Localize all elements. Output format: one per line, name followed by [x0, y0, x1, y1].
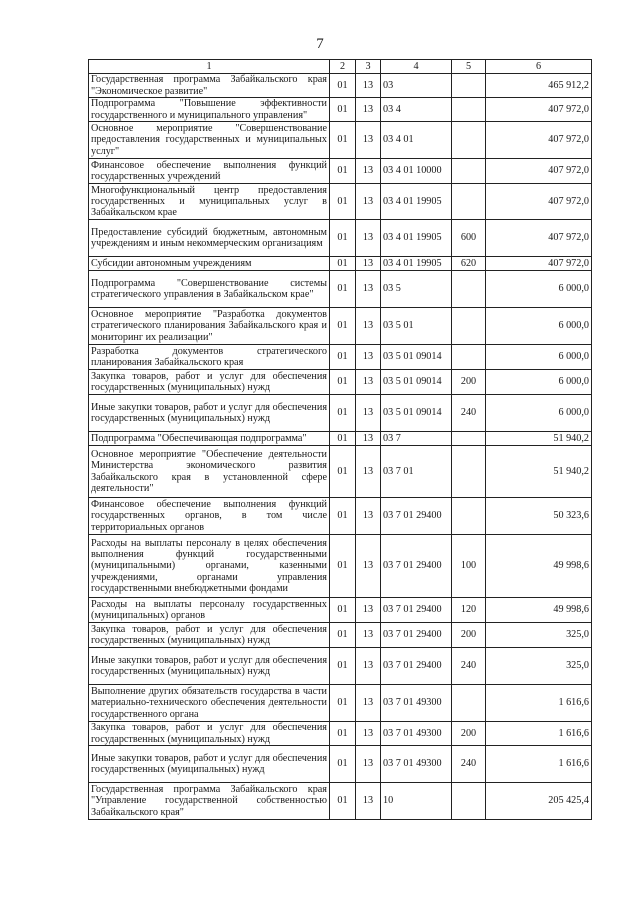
table-row	[89, 685, 592, 722]
row-subsection: 13	[356, 159, 381, 184]
row-section: 01	[330, 122, 356, 159]
row-section: 01	[330, 685, 356, 722]
row-subsection: 13	[356, 184, 381, 220]
row-name: Закупка товаров, работ и услуг для обеспечения государственных (муниципальных) нужд	[89, 370, 330, 395]
table-row	[89, 122, 592, 159]
row-target-item: 03 4	[381, 98, 452, 122]
row-name: Подпрограмма "Обеспечивающая подпрограмма"	[89, 432, 330, 446]
row-name: Основное мероприятие "Совершенствование предоставления государственных и муниципальных услуг"	[89, 122, 330, 159]
row-subsection: 13	[356, 623, 381, 648]
page-number: 7	[316, 36, 324, 52]
row-target-item: 03 7 01 29400	[381, 535, 452, 598]
row-amount: 51 940,2	[486, 432, 592, 446]
row-name: Подпрограмма "Совершенствование системы стратегического управления в Забайкальском крае"	[89, 271, 330, 308]
row-amount: 407 972,0	[486, 220, 592, 257]
row-section: 01	[330, 184, 356, 220]
row-name: Иные закупки товаров, работ и услуг для обеспечения государственных (муиципальных) нужд	[89, 746, 330, 783]
row-name: Основное мероприятие "Разработка документов стратегического планирования Забайкальского края и мониторинг их реализации"	[89, 308, 330, 345]
table-row	[89, 220, 592, 257]
row-name: Разработка документов стратегического планирования Забайкальского края	[89, 345, 330, 370]
row-amount: 465 912,2	[486, 74, 592, 98]
row-name: Закупка товаров, работ и услуг для обеспечения государственных (муниципальных) нужд	[89, 623, 330, 648]
row-amount: 6 000,0	[486, 395, 592, 432]
table-row	[89, 498, 592, 535]
row-expense-type: 200	[452, 722, 486, 746]
row-target-item: 03 7 01	[381, 446, 452, 498]
row-subsection: 13	[356, 122, 381, 159]
row-amount: 205 425,4	[486, 783, 592, 820]
row-expense-type	[452, 432, 486, 446]
row-section: 01	[330, 446, 356, 498]
row-amount: 325,0	[486, 623, 592, 648]
table-row	[89, 271, 592, 308]
row-expense-type	[452, 184, 486, 220]
table-row	[89, 446, 592, 498]
row-expense-type	[452, 159, 486, 184]
table-row	[89, 159, 592, 184]
row-target-item: 03 5 01	[381, 308, 452, 345]
row-expense-type: 200	[452, 623, 486, 648]
table-row	[89, 783, 592, 820]
row-amount: 407 972,0	[486, 184, 592, 220]
row-expense-type	[452, 122, 486, 159]
row-target-item: 03 7 01 29400	[381, 498, 452, 535]
row-target-item: 03 7 01 49300	[381, 722, 452, 746]
row-amount: 6 000,0	[486, 308, 592, 345]
table-row	[89, 74, 592, 98]
table-row	[89, 395, 592, 432]
row-amount: 407 972,0	[486, 159, 592, 184]
row-amount: 50 323,6	[486, 498, 592, 535]
row-section: 01	[330, 648, 356, 685]
row-expense-type: 240	[452, 648, 486, 685]
row-amount: 49 998,6	[486, 598, 592, 623]
row-expense-type: 240	[452, 746, 486, 783]
row-section: 01	[330, 345, 356, 370]
row-target-item: 03 7 01 29400	[381, 623, 452, 648]
table-row	[89, 257, 592, 271]
row-name: Государственная программа Забайкальского края "Управление государственной собственностью Забайкальского края"	[89, 783, 330, 820]
row-name: Предоставление субсидий бюджетным, автономным учреждениям и иным некоммерческим организациям	[89, 220, 330, 257]
row-subsection: 13	[356, 345, 381, 370]
row-section: 01	[330, 432, 356, 446]
row-expense-type: 100	[452, 535, 486, 598]
row-expense-type: 600	[452, 220, 486, 257]
row-name: Основное мероприятие "Обеспечение деятельности Министерства экономического развития Забайкальского края в установленной сфере деятельности"	[89, 446, 330, 498]
row-section: 01	[330, 308, 356, 345]
row-subsection: 13	[356, 446, 381, 498]
table-row	[89, 535, 592, 598]
row-name: Многофункциональный центр предоставления государственных и муниципальных услуг в Забайкальском крае	[89, 184, 330, 220]
header-cell-section: 2	[330, 60, 356, 74]
row-subsection: 13	[356, 98, 381, 122]
row-expense-type	[452, 498, 486, 535]
row-expense-type	[452, 345, 486, 370]
table-row	[89, 623, 592, 648]
row-expense-type	[452, 685, 486, 722]
row-expense-type: 200	[452, 370, 486, 395]
row-expense-type	[452, 446, 486, 498]
table-row	[89, 370, 592, 395]
row-target-item: 03 5 01 09014	[381, 345, 452, 370]
row-amount: 1 616,6	[486, 685, 592, 722]
row-target-item: 10	[381, 783, 452, 820]
row-subsection: 13	[356, 783, 381, 820]
row-section: 01	[330, 257, 356, 271]
row-expense-type: 620	[452, 257, 486, 271]
row-section: 01	[330, 159, 356, 184]
row-amount: 407 972,0	[486, 98, 592, 122]
row-subsection: 13	[356, 271, 381, 308]
row-expense-type	[452, 98, 486, 122]
row-subsection: 13	[356, 598, 381, 623]
row-name: Иные закупки товаров, работ и услуг для обеспечения государственных (муниципальных) нужд	[89, 395, 330, 432]
table-row	[89, 308, 592, 345]
row-amount: 325,0	[486, 648, 592, 685]
row-expense-type	[452, 271, 486, 308]
row-name: Финансовое обеспечение выполнения функций государственных учреждений	[89, 159, 330, 184]
row-expense-type	[452, 308, 486, 345]
header-cell-name: 1	[89, 60, 330, 74]
row-target-item: 03 7 01 49300	[381, 685, 452, 722]
table-header-row	[89, 60, 592, 74]
row-target-item: 03 4 01 19905	[381, 257, 452, 271]
table-row	[89, 98, 592, 122]
row-section: 01	[330, 98, 356, 122]
row-subsection: 13	[356, 746, 381, 783]
table-row	[89, 432, 592, 446]
table-row	[89, 746, 592, 783]
row-subsection: 13	[356, 685, 381, 722]
table-row	[89, 184, 592, 220]
row-section: 01	[330, 623, 356, 648]
row-target-item: 03 5 01 09014	[381, 395, 452, 432]
row-expense-type: 120	[452, 598, 486, 623]
row-amount: 49 998,6	[486, 535, 592, 598]
row-section: 01	[330, 220, 356, 257]
row-target-item: 03 7 01 49300	[381, 746, 452, 783]
row-section: 01	[330, 535, 356, 598]
row-target-item: 03 4 01 10000	[381, 159, 452, 184]
row-amount: 1 616,6	[486, 746, 592, 783]
row-name: Субсидии автономным учреждениям	[89, 257, 330, 271]
row-amount: 1 616,6	[486, 722, 592, 746]
row-target-item: 03 7 01 29400	[381, 598, 452, 623]
row-expense-type: 240	[452, 395, 486, 432]
row-amount: 407 972,0	[486, 122, 592, 159]
row-section: 01	[330, 722, 356, 746]
row-name: Государственная программа Забайкальского края "Экономическое развитие"	[89, 74, 330, 98]
row-name: Подпрограмма "Повышение эффективности государственного и муниципального управления"	[89, 98, 330, 122]
table-row	[89, 598, 592, 623]
row-amount: 6 000,0	[486, 271, 592, 308]
table-row	[89, 722, 592, 746]
row-name: Закупка товаров, работ и услуг для обеспечения государственных (муниципальных) нужд	[89, 722, 330, 746]
header-cell-amount: 6	[486, 60, 592, 74]
row-name: Иные закупки товаров, работ и услуг для обеспечения государственных (муниципальных) нужд	[89, 648, 330, 685]
row-target-item: 03 5 01 09014	[381, 370, 452, 395]
row-target-item: 03 7	[381, 432, 452, 446]
row-expense-type	[452, 783, 486, 820]
table-row	[89, 648, 592, 685]
row-subsection: 13	[356, 370, 381, 395]
row-section: 01	[330, 746, 356, 783]
row-section: 01	[330, 598, 356, 623]
row-target-item: 03 4 01	[381, 122, 452, 159]
row-name: Выполнение других обязательств государства в части материально-технического обеспечения деятельности государственного органа	[89, 685, 330, 722]
header-cell-target-item: 4	[381, 60, 452, 74]
row-amount: 51 940,2	[486, 446, 592, 498]
row-amount: 6 000,0	[486, 370, 592, 395]
row-section: 01	[330, 498, 356, 535]
row-subsection: 13	[356, 432, 381, 446]
row-name: Финансовое обеспечение выполнения функций государственных органов, в том числе территориальных органов	[89, 498, 330, 535]
row-subsection: 13	[356, 498, 381, 535]
row-name: Расходы на выплаты персоналу государственных (муниципальных) органов	[89, 598, 330, 623]
row-target-item: 03	[381, 74, 452, 98]
row-subsection: 13	[356, 395, 381, 432]
row-subsection: 13	[356, 220, 381, 257]
header-cell-subsection: 3	[356, 60, 381, 74]
header-cell-expense-type: 5	[452, 60, 486, 74]
row-section: 01	[330, 370, 356, 395]
row-section: 01	[330, 74, 356, 98]
row-target-item: 03 4 01 19905	[381, 220, 452, 257]
row-amount: 6 000,0	[486, 345, 592, 370]
row-subsection: 13	[356, 535, 381, 598]
row-target-item: 03 4 01 19905	[381, 184, 452, 220]
row-subsection: 13	[356, 648, 381, 685]
row-section: 01	[330, 395, 356, 432]
row-subsection: 13	[356, 308, 381, 345]
row-subsection: 13	[356, 257, 381, 271]
row-subsection: 13	[356, 74, 381, 98]
row-amount: 407 972,0	[486, 257, 592, 271]
budget-table	[88, 59, 592, 820]
table-row	[89, 345, 592, 370]
row-expense-type	[452, 74, 486, 98]
row-target-item: 03 7 01 29400	[381, 648, 452, 685]
row-section: 01	[330, 783, 356, 820]
row-section: 01	[330, 271, 356, 308]
row-subsection: 13	[356, 722, 381, 746]
row-target-item: 03 5	[381, 271, 452, 308]
row-name: Расходы на выплаты персоналу в целях обеспечения выполнения функций государственными (муниципальными) органами, казенными учреждениями, органами управления государственными внебюджетными фондами	[89, 535, 330, 598]
